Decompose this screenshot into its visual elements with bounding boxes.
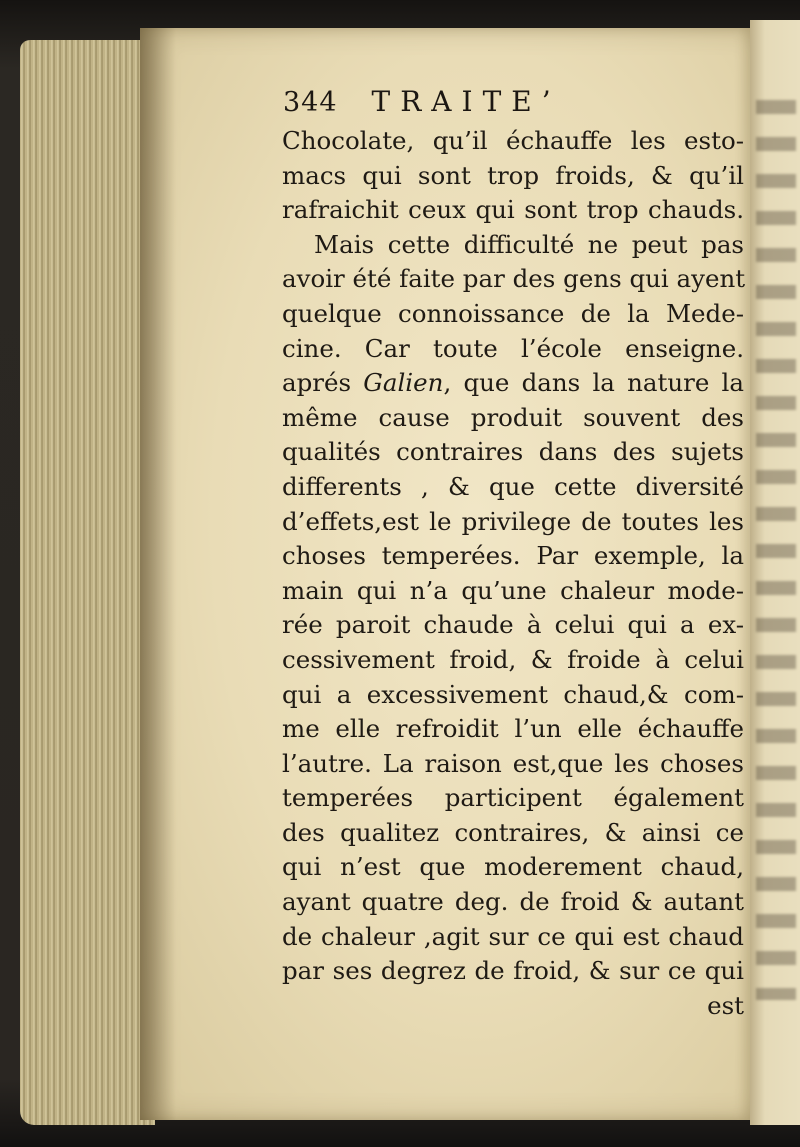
text-line: main qui n’a qu’une chaleur mode- — [282, 575, 744, 605]
text-line: qualités contraires dans des sujets — [282, 437, 744, 467]
running-title: TRAITE’ — [371, 85, 561, 118]
text-line: rafraichit ceux qui sont trop chauds. — [282, 195, 744, 225]
text-line: cine. Car toute l’école enseigne. — [282, 333, 744, 363]
text-line: Chocolate, qu’il échauffe les esto- — [282, 126, 744, 155]
text-line: par ses degrez de froid, & sur ce qui — [282, 956, 744, 986]
text-line: d’effets,est le privilege de toutes les — [282, 506, 744, 536]
catchword: est — [707, 990, 744, 1020]
text-line: choses temperées. Par exemple, la — [282, 541, 744, 571]
text-line: ayant quatre deg. de froid & autant — [282, 887, 744, 917]
text-line: même cause produit souvent des — [282, 402, 744, 432]
text-line: avoir été faite par des gens qui ayent — [282, 264, 746, 294]
page-edges — [20, 40, 155, 1125]
facing-page-strip — [750, 20, 800, 1125]
text-line: qui n’est que moderement chaud, — [282, 852, 744, 882]
text-line: de chaleur ,agit sur ce qui est chaud — [282, 921, 744, 951]
text-line: des qualitez contraires, & ainsi ce — [282, 817, 744, 847]
text-line: differents , & que cette diversité — [282, 471, 744, 501]
text-line: rée paroit chaude à celui qui a ex- — [282, 610, 744, 640]
text-line: temperées participent également — [282, 783, 744, 813]
gutter-shadow — [140, 28, 176, 1120]
page-header — [283, 85, 561, 125]
text-line: me elle refroidit l’un elle échauffe — [282, 714, 744, 744]
text-line: l’autre. La raison est,que les choses — [282, 748, 744, 778]
text-line: macs qui sont trop froids, & qu’il — [282, 160, 744, 190]
text-line: quelque connoissance de la Mede- — [282, 298, 744, 328]
text-line: qui a excessivement chaud,& com- — [282, 679, 744, 709]
text-line: aprés Galien, que dans la nature la — [282, 368, 744, 398]
text-line: Mais cette difficulté ne peut pas — [314, 229, 744, 259]
page-number: 344 — [283, 87, 338, 118]
body-text — [282, 124, 744, 1023]
text-line: cessivement froid, & froide à celui — [282, 644, 744, 674]
